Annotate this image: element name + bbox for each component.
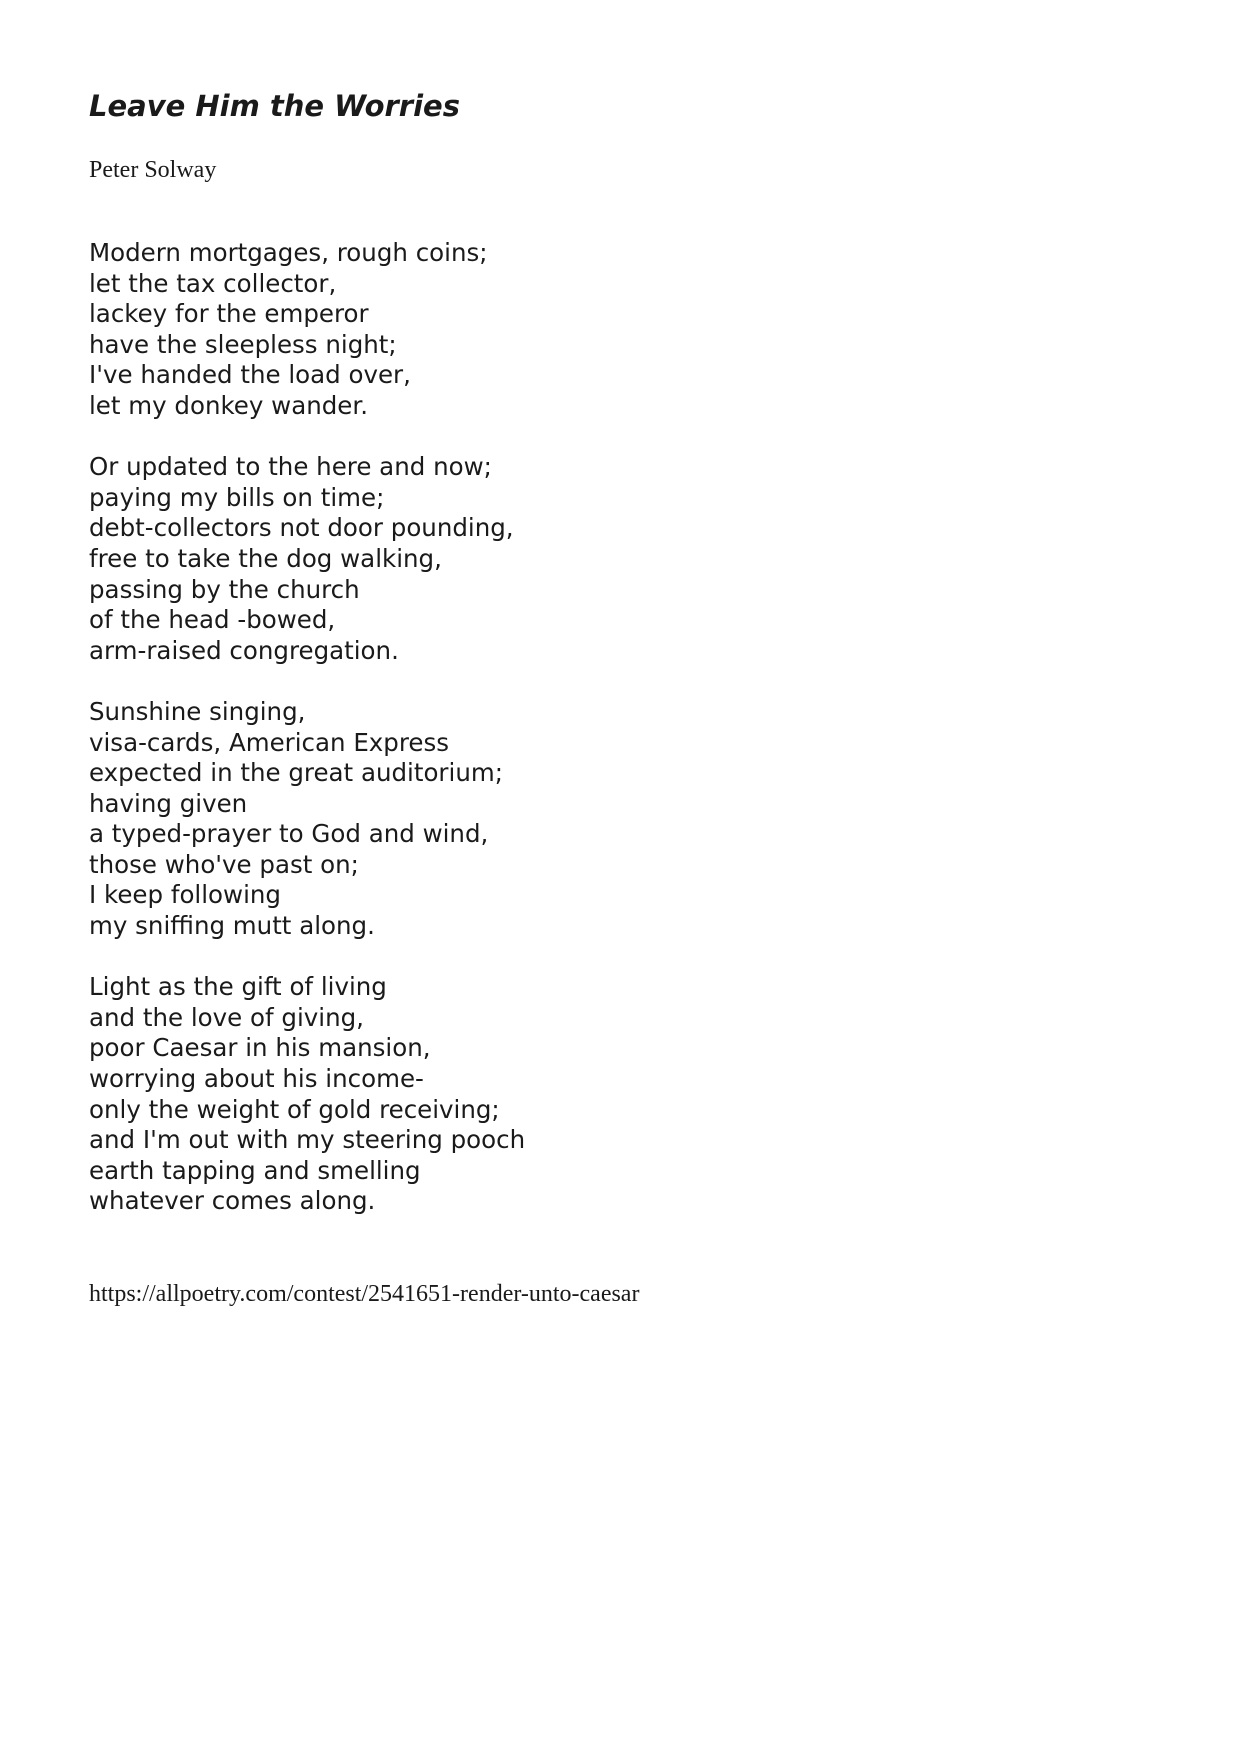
stanza-2 <box>89 452 525 666</box>
poem-line: only the weight of gold receiving; <box>89 1094 500 1124</box>
poem-line: Or updated to the here and now; <box>89 452 492 482</box>
poem-line: a typed-prayer to God and wind, <box>89 819 489 849</box>
poem-line: having given <box>89 788 248 818</box>
poem-line: lackey for the emperor <box>89 299 369 329</box>
poem-line: expected in the great auditorium; <box>89 758 503 788</box>
poem-line: earth tapping and smelling <box>89 1155 421 1185</box>
poem-line: of the head -bowed, <box>89 605 336 635</box>
poem-line: let the tax collector, <box>89 268 337 298</box>
poem-line: passing by the church <box>89 574 360 604</box>
source-link[interactable]: https://allpoetry.com/contest/2541651-render-unto-caesar <box>89 1281 640 1307</box>
stanza-1 <box>89 238 525 422</box>
poem-line: Sunshine singing, <box>89 696 306 726</box>
poem-line: let my donkey wander. <box>89 390 368 420</box>
poem-line: Modern mortgages, rough coins; <box>89 238 488 267</box>
stanza-3 <box>89 697 525 942</box>
poem-line: arm-raised congregation. <box>89 635 399 665</box>
poem-line: those who've past on; <box>89 849 359 879</box>
poem-line: my sniffing mutt along. <box>89 911 375 941</box>
poem-author: Peter Solway <box>89 157 217 183</box>
poem-body <box>89 238 525 1248</box>
poem-line: poor Caesar in his mansion, <box>89 1033 431 1063</box>
poem-line: whatever comes along. <box>89 1186 376 1216</box>
poem-line: have the sleepless night; <box>89 329 397 359</box>
stanza-4 <box>89 972 525 1217</box>
poem-line: worrying about his income- <box>89 1064 424 1094</box>
poem-line: I keep following <box>89 880 281 910</box>
poem-line: I've handed the load over, <box>89 360 411 390</box>
poem-line: and the love of giving, <box>89 1002 364 1032</box>
poem-line: and I'm out with my steering pooch <box>89 1125 526 1155</box>
poem-line: visa-cards, American Express <box>89 727 449 757</box>
poem-line: free to take the dog walking, <box>89 543 442 573</box>
poem-title: Leave Him the Worries <box>89 89 460 123</box>
poem-line: Light as the gift of living <box>89 972 387 1002</box>
poem-line: debt-collectors not door pounding, <box>89 513 514 543</box>
poem-line: paying my bills on time; <box>89 482 385 512</box>
